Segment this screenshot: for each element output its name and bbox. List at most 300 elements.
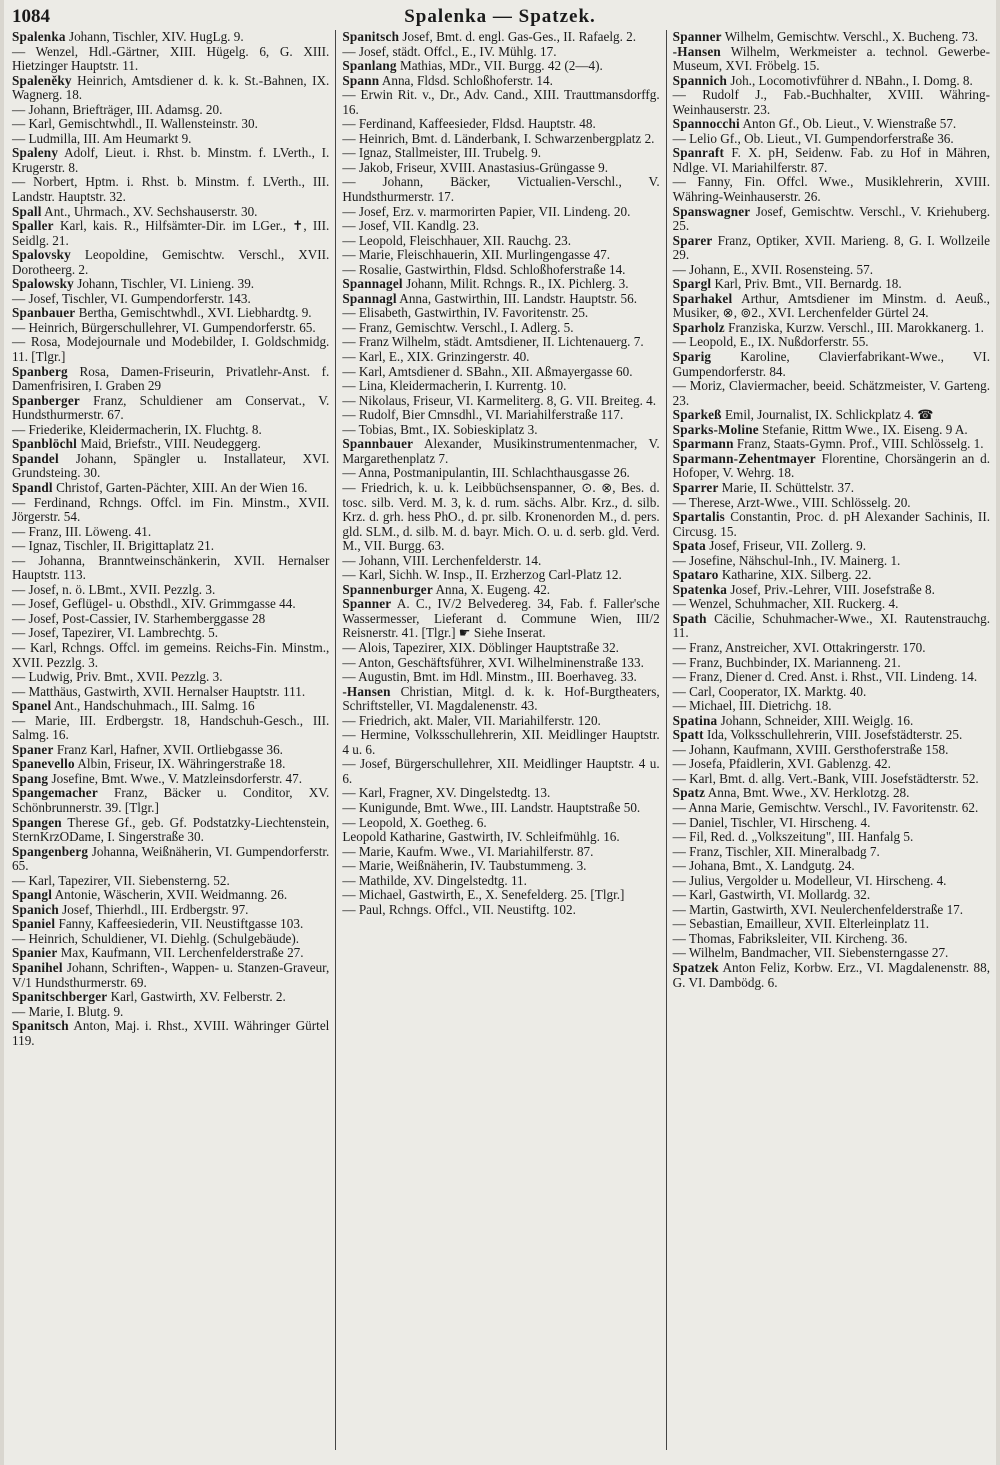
directory-entry (12, 306, 329, 321)
entry-surname: Spannich (672, 72, 728, 88)
column-divider (335, 30, 336, 1450)
directory-entry (342, 466, 659, 481)
directory-entry (342, 685, 659, 714)
directory-entry (673, 335, 990, 350)
directory-entry (12, 248, 329, 277)
directory-entry (342, 903, 659, 918)
entry-details: — Rudolf J., Fab.-Buchhalter, XVIII. Währing-Weinhauserstr. 23. (672, 87, 990, 117)
entry-details: — Franz, Tischler, XII. Mineralbadg 7. (672, 843, 880, 859)
entry-details: Rosa, Damen-Friseurin, Privatlehr-Anst. f. Damenfrisiren, I. Graben 29 (12, 363, 330, 394)
directory-entry (342, 859, 659, 874)
entry-details: — Karl, Amtsdiener d. SBahn., XII. Aßmayergasse 60. (342, 363, 633, 379)
directory-entry (12, 714, 329, 743)
directory-entry (673, 786, 990, 801)
directory-entry (673, 917, 990, 932)
entry-details: — Marie, Weißnäherin, IV. Taubstummeng. 3. (342, 858, 587, 874)
entry-details: — Tobias, Bmt., IX. Sobieskiplatz 3. (342, 421, 538, 437)
directory-entry (12, 597, 329, 612)
entry-details: Anton Feliz, Korbw. Erz., VI. Magdalenenstr. 88, G. VI. Dambödg. 6. (672, 960, 990, 990)
directory-entry (12, 786, 329, 815)
entry-details: Josef, Bmt. d. engl. Gas-Ges., II. Rafaelg. 2. (402, 29, 637, 44)
directory-entry (673, 903, 990, 918)
column-divider (666, 30, 667, 1450)
entry-details: — Heinrich, Schuldiener, VI. Diehlg. (Schulgebäude). (12, 930, 300, 946)
entry-details: — Josef, Tischler, VI. Gumpendorferstr. 143. (12, 290, 251, 306)
directory-entry (12, 874, 329, 889)
entry-details: Johann, Tischler, VI. Linieng. 39. (77, 276, 255, 292)
entry-surname: Spanich (12, 901, 59, 917)
entry-details: Anton Gf., Ob. Lieut., V. Wienstraße 57. (742, 116, 957, 132)
entry-details: — Leopold, Fleischhauer, XII. Rauchg. 23. (342, 232, 572, 248)
directory-entry (342, 786, 659, 801)
directory-entry (12, 990, 329, 1005)
entry-details: Franz, Optiker, XVII. Marieng. 8, G. I. Wollzeile 29. (672, 232, 990, 263)
directory-entry (673, 45, 990, 74)
entry-details: Johanna, Weißnäherin, VI. Gumpendorferstr. 65. (12, 843, 330, 874)
directory-entry (342, 568, 659, 583)
entry-details: — Marie, I. Blutg. 9. (12, 1003, 124, 1019)
entry-details: — Lina, Kleidermacherin, I. Kurrentg. 10. (342, 378, 567, 394)
directory-entry (12, 946, 329, 961)
entry-details: — Thomas, Fabriksleiter, VII. Kircheng. 36. (672, 930, 908, 946)
entry-details: — Alois, Tapezirer, XIX. Döblinger Hauptstraße 32. (342, 639, 619, 655)
entry-details: Alexander, Musikinstrumentenmacher, V. Margarethenplatz 7. (342, 436, 660, 466)
directory-entry (673, 583, 990, 598)
directory-entry (342, 88, 659, 117)
entry-details: — Johann, E., XVII. Rosensteing. 57. (672, 261, 874, 277)
entry-details: — Carl, Cooperator, IX. Marktg. 40. (672, 683, 867, 699)
entry-surname: Spanitsch (12, 1018, 69, 1034)
directory-entry (12, 583, 329, 598)
entry-details: Franz, Bäcker u. Conditor, XV. Schönbrunnerstr. 39. [Tlgr.] (12, 785, 330, 815)
entry-details: Anna, X. Eugeng. 42. (435, 581, 551, 597)
entry-details: — Ludwig, Priv. Bmt., XVII. Pezzlg. 3. (12, 669, 223, 685)
directory-entry (12, 219, 329, 248)
directory-entry (342, 641, 659, 656)
entry-details: — Anton, Geschäftsführer, XVI. Wilhelminenstraße 133. (342, 654, 644, 670)
directory-entry (673, 74, 990, 89)
directory-entry (673, 816, 990, 831)
entry-surname: Spangl (12, 887, 53, 903)
column-3 (669, 30, 994, 1450)
directory-entry (12, 1005, 329, 1020)
directory-entry (342, 45, 659, 60)
entry-details: Constantin, Proc. d. pH Alexander Sachinis, II. Circusg. 15. (672, 509, 991, 539)
entry-details: — Matthäus, Gastwirth, XVII. Hernalser Hauptstr. 111. (12, 683, 306, 699)
entry-details: Max, Kaufmann, VII. Lerchenfelderstraße 27. (60, 945, 304, 961)
directory-entry (673, 932, 990, 947)
entry-details: Mathias, MDr., VII. Burgg. 42 (2—4). (400, 58, 603, 74)
entry-details: Emil, Journalist, IX. Schlickplatz 4. ☎ (725, 407, 934, 423)
entry-details: — Marie, Fleischhauerin, XII. Murlingengasse 47. (342, 247, 611, 263)
entry-surname: Spanevello (12, 756, 75, 772)
directory-entry (12, 917, 329, 932)
entry-details: — Josefine, Nähschul-Inh., IV. Mainerg. 1. (672, 552, 901, 568)
entry-details: Ant., Uhrmach., XV. Sechshauserstr. 30. (44, 203, 258, 219)
entry-surname: Spanswagner (672, 203, 751, 219)
entry-details: — Franz, Buchbinder, IX. Marianneng. 21. (672, 654, 901, 670)
entry-details: Therese Gf., geb. Gf. Podstatzky-Liechtenstein, SternKrzODame, I. Singerstraße 30. (12, 814, 330, 845)
entry-surname: Spanbauer (12, 305, 76, 321)
entry-details: — Rudolf, Bier Cmnsdhl., VI. Mariahilferstraße 117. (342, 407, 624, 423)
entry-surname: Spann (342, 72, 380, 88)
directory-entry (673, 743, 990, 758)
directory-entry (673, 946, 990, 961)
entry-details: Cäcilie, Schuhmacher-Wwe., XI. Rautenstrauchg. 11. (672, 610, 991, 641)
directory-entry (342, 728, 659, 757)
entry-details: Karl, kais. R., Hilfsämter-Dir. im LGer., ✝, III. Seidlg. 21. (12, 218, 330, 248)
entry-details: Marie, II. Schüttelstr. 37. (721, 479, 855, 495)
entry-surname: Spata (672, 538, 706, 554)
entry-surname: -Hansen (342, 683, 391, 699)
entry-details: Christof, Garten-Pächter, XIII. An der Wien 16. (56, 479, 308, 495)
entry-details: — Leopold, X. Goetheg. 6. (342, 814, 487, 830)
entry-details: — Friedrich, k. u. k. Leibbüchsenspanner, ⊙. ⊗, Bes. d. tosc. silb. Verd. M. 3, k. d. rum. sächs. Albr. Krz., d. silb. Krz. d. grh. hess PhO., d. pr. silb. Kronenorden M., d. pers. gld. SLM., d. silb. M. d. bayr. Mich. O. u. d. serb. gld. Verd. M., VII. Burgg. 63. (342, 479, 660, 554)
entry-surname: Spanitschberger (12, 989, 108, 1005)
directory-entry (12, 74, 329, 103)
directory-entry (673, 699, 990, 714)
directory-entry (12, 132, 329, 147)
directory-entry (12, 365, 329, 394)
directory-entry (12, 321, 329, 336)
directory-entry (673, 568, 990, 583)
entry-details: — Ludmilla, III. Am Heumarkt 9. (12, 130, 192, 146)
entry-details: — Nikolaus, Friseur, VI. Karmeliterg. 8, G. VII. Breiteg. 4. (342, 392, 657, 408)
entry-details: — Ignaz, Stallmeister, III. Trubelg. 9. (342, 145, 542, 161)
entry-surname: Spannagl (342, 290, 397, 306)
directory-entry (12, 481, 329, 496)
directory-entry (12, 612, 329, 627)
entry-surname: Spataro (672, 567, 719, 583)
entry-details: — Paul, Rchngs. Offcl., VII. Neustiftg. 102. (342, 901, 576, 917)
entry-surname: Sparkeß (672, 407, 722, 423)
entry-details: — Ferdinand, Kaffeesieder, Fldsd. Hauptstr. 48. (342, 116, 596, 132)
entry-surname: Spanraft (672, 145, 725, 161)
directory-entry (673, 175, 990, 204)
directory-entry (12, 394, 329, 423)
entry-details: Adolf, Lieut. i. Rhst. b. Minstm. f. LVerth., I. Krugerstr. 8. (12, 145, 330, 175)
directory-entry (342, 423, 659, 438)
entry-surname: Spanberger (12, 392, 80, 408)
columns (8, 30, 994, 1450)
entry-details: — Fanny, Fin. Offcl. Wwe., Musiklehrerin, XVIII. Währing-Weinhauserstr. 26. (672, 174, 990, 205)
entry-details: Anna, Gastwirthin, III. Landstr. Hauptstr. 56. (399, 290, 637, 306)
entry-details: — Josef, Tapezirer, VI. Lambrechtg. 5. (12, 625, 219, 641)
directory-entry (342, 801, 659, 816)
entry-details: Antonie, Wäscherin, XVII. Weidmanng. 26. (54, 887, 288, 903)
entry-details: — Julius, Vergolder u. Modelleur, VI. Hirscheng. 4. (672, 872, 947, 888)
directory-entry (342, 219, 659, 234)
entry-surname: Spanblöchl (12, 436, 78, 452)
entry-details: Franziska, Kurzw. Verschl., III. Marokkanerg. 1. (728, 319, 984, 335)
entry-surname: Spatenka (672, 581, 728, 597)
entry-details: — Karl, Fragner, XV. Dingelstedtg. 13. (342, 785, 551, 801)
entry-details: — Rosa, Modejournale und Modebilder, I. Goldschmidg. 11. [Tlgr.] (12, 334, 330, 365)
entry-surname: Spanlang (342, 58, 397, 74)
directory-entry (342, 117, 659, 132)
entry-surname: Sparks-Moline (672, 421, 759, 437)
entry-details: — Karl, Bmt. d. allg. Vert.-Bank, VIII. Josefstädterstr. 52. (672, 770, 979, 786)
entry-details: — Elisabeth, Gastwirthin, IV. Favoritenstr. 25. (342, 305, 589, 321)
directory-entry (12, 146, 329, 175)
directory-entry (673, 496, 990, 511)
entry-surname: Spangemacher (12, 785, 98, 801)
directory-entry (342, 830, 659, 845)
directory-entry (342, 146, 659, 161)
entry-details: Franz, Schuldiener am Conservat., V. Hundsthurmerstr. 67. (12, 392, 330, 423)
directory-entry (342, 583, 659, 598)
directory-entry (12, 685, 329, 700)
entry-surname: Sparrer (672, 479, 719, 495)
entry-details: Anna, Fldsd. Schloßhoferstr. 14. (381, 72, 553, 88)
directory-entry (12, 757, 329, 772)
entry-surname: Sparmann (672, 436, 734, 452)
directory-entry (12, 932, 329, 947)
entry-details: — Erwin Rit. v., Dr., Adv. Cand., XIII. Trauttmansdorffg. 16. (342, 87, 660, 117)
entry-details: — Anna Marie, Gemischtw. Verschl., IV. Favoritenstr. 62. (672, 799, 979, 815)
directory-entry (673, 379, 990, 408)
entry-surname: Spanihel (12, 960, 63, 975)
entry-details: Karoline, Clavierfabrikant-Wwe., VI. Gumpendorferstr. 84. (672, 349, 990, 379)
directory-entry (12, 670, 329, 685)
directory-entry (673, 408, 990, 423)
entry-details: — Fil, Red. d. „Volkszeitung", III. Hanfalg 5. (672, 829, 914, 845)
entry-details: — Kunigunde, Bmt. Wwe., III. Landstr. Hauptstraße 50. (342, 799, 641, 815)
entry-surname: Sparhakel (672, 290, 733, 306)
entry-details: Johann, Tischler, XIV. HugLg. 9. (68, 29, 244, 44)
page-title: Spalenka — Spatzek. (404, 6, 596, 27)
directory-entry (12, 45, 329, 74)
entry-details: — Johann, Kaufmann, XVIII. Gersthoferstraße 158. (672, 741, 949, 757)
entry-details: A. C., IV/2 Belvedereg. 34, Fab. f. Faller'sche Wassermesser, Lieferant d. Commune Wien, III/2 Reisnerstr. 41. [Tlgr.] ☛ Siehe Inserat. (342, 596, 660, 641)
directory-entry (12, 30, 329, 45)
directory-entry (673, 961, 990, 990)
entry-details: Maid, Briefstr., VIII. Neudeggerg. (80, 436, 261, 452)
directory-entry (12, 743, 329, 758)
entry-details: Stefanie, Rittm Wwe., IX. Eiseng. 9 A. (762, 421, 968, 437)
directory-entry (12, 496, 329, 525)
entry-details: — Johann, Briefträger, III. Adamsg. 20. (12, 101, 223, 117)
directory-entry (342, 59, 659, 74)
entry-details: — Moriz, Claviermacher, beeid. Schätzmeister, V. Garteng. 23. (672, 378, 990, 408)
entry-surname: Sparholz (672, 319, 725, 335)
page-number: 1084 (12, 6, 50, 27)
directory-entry (12, 845, 329, 874)
entry-details: — Friedrich, akt. Maler, VII. Mariahilferstr. 120. (342, 712, 601, 728)
entry-details: Albin, Friseur, IX. Währingerstraße 18. (77, 756, 286, 772)
entry-surname: Spaniel (12, 916, 56, 932)
entry-surname: Spanitsch (342, 29, 400, 44)
entry-details: — Karl, Tapezirer, VII. Siebensterng. 52. (12, 872, 230, 888)
entry-surname: Sparer (672, 232, 713, 248)
entry-details: Johann, Spängler u. Installateur, XVI. Grundsteing. 30. (12, 450, 330, 481)
directory-entry (342, 394, 659, 409)
entry-details: — Karl, E., XIX. Grinzingerstr. 40. (342, 349, 530, 365)
directory-entry (342, 481, 659, 554)
directory-entry (342, 670, 659, 685)
entry-surname: Spannenburger (342, 581, 433, 597)
entry-details: Johann, Milit. Rchngs. R., IX. Pichlerg. 3. (406, 276, 629, 292)
directory-entry (673, 117, 990, 132)
entry-details: — Heinrich, Bürgerschullehrer, VI. Gumpendorferstr. 65. (12, 319, 316, 335)
entry-details: Ida, Volksschullehrerin, VIII. Josefstädterstr. 25. (707, 727, 963, 743)
directory-entry (342, 408, 659, 423)
directory-entry (673, 30, 990, 45)
entry-details: — Josef, n. ö. LBmt., XVII. Pezzlg. 3. (12, 581, 216, 597)
directory-entry (342, 263, 659, 278)
directory-entry (673, 132, 990, 147)
entry-details: Florentine, Chorsängerin an d. Hofoper, V. Wehrg. 18. (672, 450, 990, 481)
entry-details: Franz, Staats-Gymn. Prof., VIII. Schlösselg. 1. (736, 436, 984, 452)
entry-surname: Sparig (672, 349, 712, 365)
entry-surname: Spaleny (12, 145, 59, 161)
entry-details: — Marie, Kaufm. Wwe., VI. Mariahilferstr. 87. (342, 843, 594, 859)
entry-details: — Johana, Bmt., X. Landgutg. 24. (672, 858, 855, 874)
entry-details: — Daniel, Tischler, VI. Hirscheng. 4. (672, 814, 871, 830)
entry-details: Wilhelm, Werkmeister a. technol. Gewerbe-Museum, XVI. Fröbelg. 15. (672, 43, 990, 74)
entry-surname: Spandl (12, 479, 53, 495)
directory-entry (673, 481, 990, 496)
entry-surname: Spangen (12, 814, 62, 830)
directory-entry (673, 510, 990, 539)
entry-details: Christian, Mitgl. d. k. k. Hof-Burgtheaters, Schriftsteller, VI. Magdalenenstr. 43. (342, 683, 660, 714)
entry-details: — Franz Wilhelm, städt. Amtsdiener, II. Lichtenauerg. 7. (342, 334, 644, 350)
entry-surname: Spandel (12, 450, 59, 466)
entry-details: Josef, Thierhdl., III. Erdbergstr. 97. (62, 901, 249, 917)
entry-surname: Spaner (12, 741, 54, 757)
directory-entry (673, 146, 990, 175)
directory-entry (673, 423, 990, 438)
directory-entry (12, 554, 329, 583)
entry-details: Fanny, Kaffeesiederin, VII. Neustiftgasse 103. (58, 916, 304, 932)
directory-entry (342, 277, 659, 292)
directory-page (4, 0, 996, 1465)
directory-entry (673, 292, 990, 321)
directory-entry (342, 248, 659, 263)
entry-details: Leopoldine, Gemischtw. Verschl., XVII. Dorotheerg. 2. (12, 247, 330, 277)
directory-entry (12, 888, 329, 903)
entry-details: — Josef, städt. Offcl., E., IV. Mühlg. 17. (342, 43, 557, 59)
entry-surname: Spanier (12, 945, 58, 961)
entry-details: — Josef, VII. Kandlg. 23. (342, 218, 480, 234)
directory-entry (342, 757, 659, 786)
entry-details: — Lelio Gf., Ob. Lieut., VI. Gumpendorferstraße 36. (672, 130, 954, 146)
directory-entry (12, 525, 329, 540)
entry-details: — Wenzel, Schuhmacher, XII. Ruckerg. 4. (672, 596, 899, 612)
directory-entry (673, 350, 990, 379)
entry-details: Franz Karl, Hafner, XVII. Ortliebgasse 36. (56, 741, 283, 757)
directory-entry (342, 597, 659, 641)
entry-details: — Sebastian, Emailleur, XVII. Elterleinplatz 11. (672, 916, 930, 932)
directory-entry (673, 845, 990, 860)
entry-surname: Spannbauer (342, 436, 414, 452)
directory-entry (673, 234, 990, 263)
column-2 (338, 30, 663, 1450)
directory-entry (673, 263, 990, 278)
entry-surname: Spatt (672, 727, 704, 743)
entry-details: Ant., Handschuhmach., III. Salmg. 16 (53, 698, 255, 714)
directory-entry (12, 816, 329, 845)
directory-entry (342, 845, 659, 860)
entry-surname: -Hansen (672, 43, 721, 59)
entry-details: — Anna, Postmanipulantin, III. Schlachthausgasse 26. (342, 465, 630, 481)
directory-entry (12, 772, 329, 787)
directory-entry (673, 874, 990, 889)
entry-details: — Leopold, E., IX. Nußdorferstr. 55. (672, 334, 869, 350)
entry-details: Katharine, XIX. Silberg. 22. (721, 567, 872, 583)
directory-entry (342, 714, 659, 729)
column-1 (8, 30, 333, 1450)
entry-details: — Hermine, Volksschullehrerin, XII. Meidlinger Hauptstr. 4 u. 6. (342, 727, 660, 757)
entry-details: — Michael, III. Dietrichg. 18. (672, 698, 832, 714)
entry-surname: Spalowsky (12, 276, 74, 292)
directory-entry (673, 670, 990, 685)
directory-entry (673, 641, 990, 656)
entry-details: Leopold Katharine, Gastwirth, IV. Schleifmühlg. 16. (342, 829, 620, 845)
directory-entry (342, 656, 659, 671)
entry-details: Johann, Schneider, XIII. Weiglg. 16. (720, 712, 914, 728)
entry-surname: Spalovsky (12, 247, 71, 263)
directory-entry (12, 292, 329, 307)
directory-entry (12, 903, 329, 918)
directory-entry (12, 277, 329, 292)
entry-details: — Heinrich, Bmt. d. Länderbank, I. Schwarzenbergplatz 2. (342, 130, 655, 146)
directory-entry (12, 117, 329, 132)
entry-surname: Spalenka (12, 29, 66, 44)
entry-details: — Franz, Diener d. Cred. Anst. i. Rhst., VII. Lindeng. 14. (672, 669, 978, 685)
directory-entry (673, 452, 990, 481)
entry-surname: Spaleněky (12, 72, 72, 88)
entry-surname: Spanberg (12, 363, 68, 379)
entry-details: Josefine, Bmt. Wwe., V. Matzleinsdorferstr. 47. (51, 770, 303, 786)
directory-entry (673, 437, 990, 452)
directory-entry (342, 874, 659, 889)
directory-entry (673, 597, 990, 612)
directory-entry (673, 757, 990, 772)
entry-details: — Rosalie, Gastwirthin, Fldsd. Schloßhoferstraße 14. (342, 261, 626, 277)
directory-entry (673, 685, 990, 700)
directory-entry (12, 539, 329, 554)
directory-entry (673, 656, 990, 671)
entry-details: Anton, Maj. i. Rhst., XVIII. Währinger Gürtel 119. (12, 1018, 330, 1048)
entry-details: — Josef, Erz. v. marmorirten Papier, VII. Lindeng. 20. (342, 203, 631, 219)
entry-details: — Mathilde, XV. Dingelstedtg. 11. (342, 872, 527, 888)
entry-details: — Karl, Sichh. W. Insp., II. Erzherzog Carl-Platz 12. (342, 567, 622, 583)
directory-entry (342, 175, 659, 204)
entry-details: — Wilhelm, Bandmacher, VII. Siebensterngasse 27. (672, 945, 949, 961)
directory-entry (12, 205, 329, 220)
directory-entry (342, 888, 659, 903)
entry-details: — Augustin, Bmt. im Hdl. Minstm., III. Boerhaveg. 33. (342, 669, 637, 685)
entry-details: F. X. pH, Seidenw. Fab. zu Hof in Mähren, Ndlge. VI. Mariahilferstr. 87. (672, 145, 991, 175)
entry-details: — Johanna, Branntweinschänkerin, XVII. Hernalser Hauptstr. 113. (12, 552, 330, 583)
page-header (4, 6, 996, 28)
entry-surname: Spargl (672, 276, 712, 292)
entry-details: — Therese, Arzt-Wwe., VIII. Schlösselg. 20. (672, 494, 911, 510)
directory-entry (673, 205, 990, 234)
directory-entry (673, 859, 990, 874)
entry-surname: Spartalis (672, 509, 726, 525)
directory-entry (342, 292, 659, 307)
entry-details: Wilhelm, Gemischtw. Verschl., X. Bucheng. 73. (724, 29, 979, 44)
entry-details: Arthur, Amtsdiener im Minstm. d. Aeuß., Musiker, ⊗, ⊚2., XVI. Lerchenfelder Gürtel 24. (672, 290, 990, 321)
entry-surname: Spall (12, 203, 42, 219)
directory-entry (12, 452, 329, 481)
entry-surname: Sparmann-Zehentmayer (672, 450, 816, 466)
entry-details: — Norbert, Hptm. i. Rhst. b. Minstm. f. LVerth., III. Landstr. Hauptstr. 32. (12, 174, 330, 205)
entry-surname: Spannagel (342, 276, 403, 292)
entry-surname: Spang (12, 770, 49, 786)
